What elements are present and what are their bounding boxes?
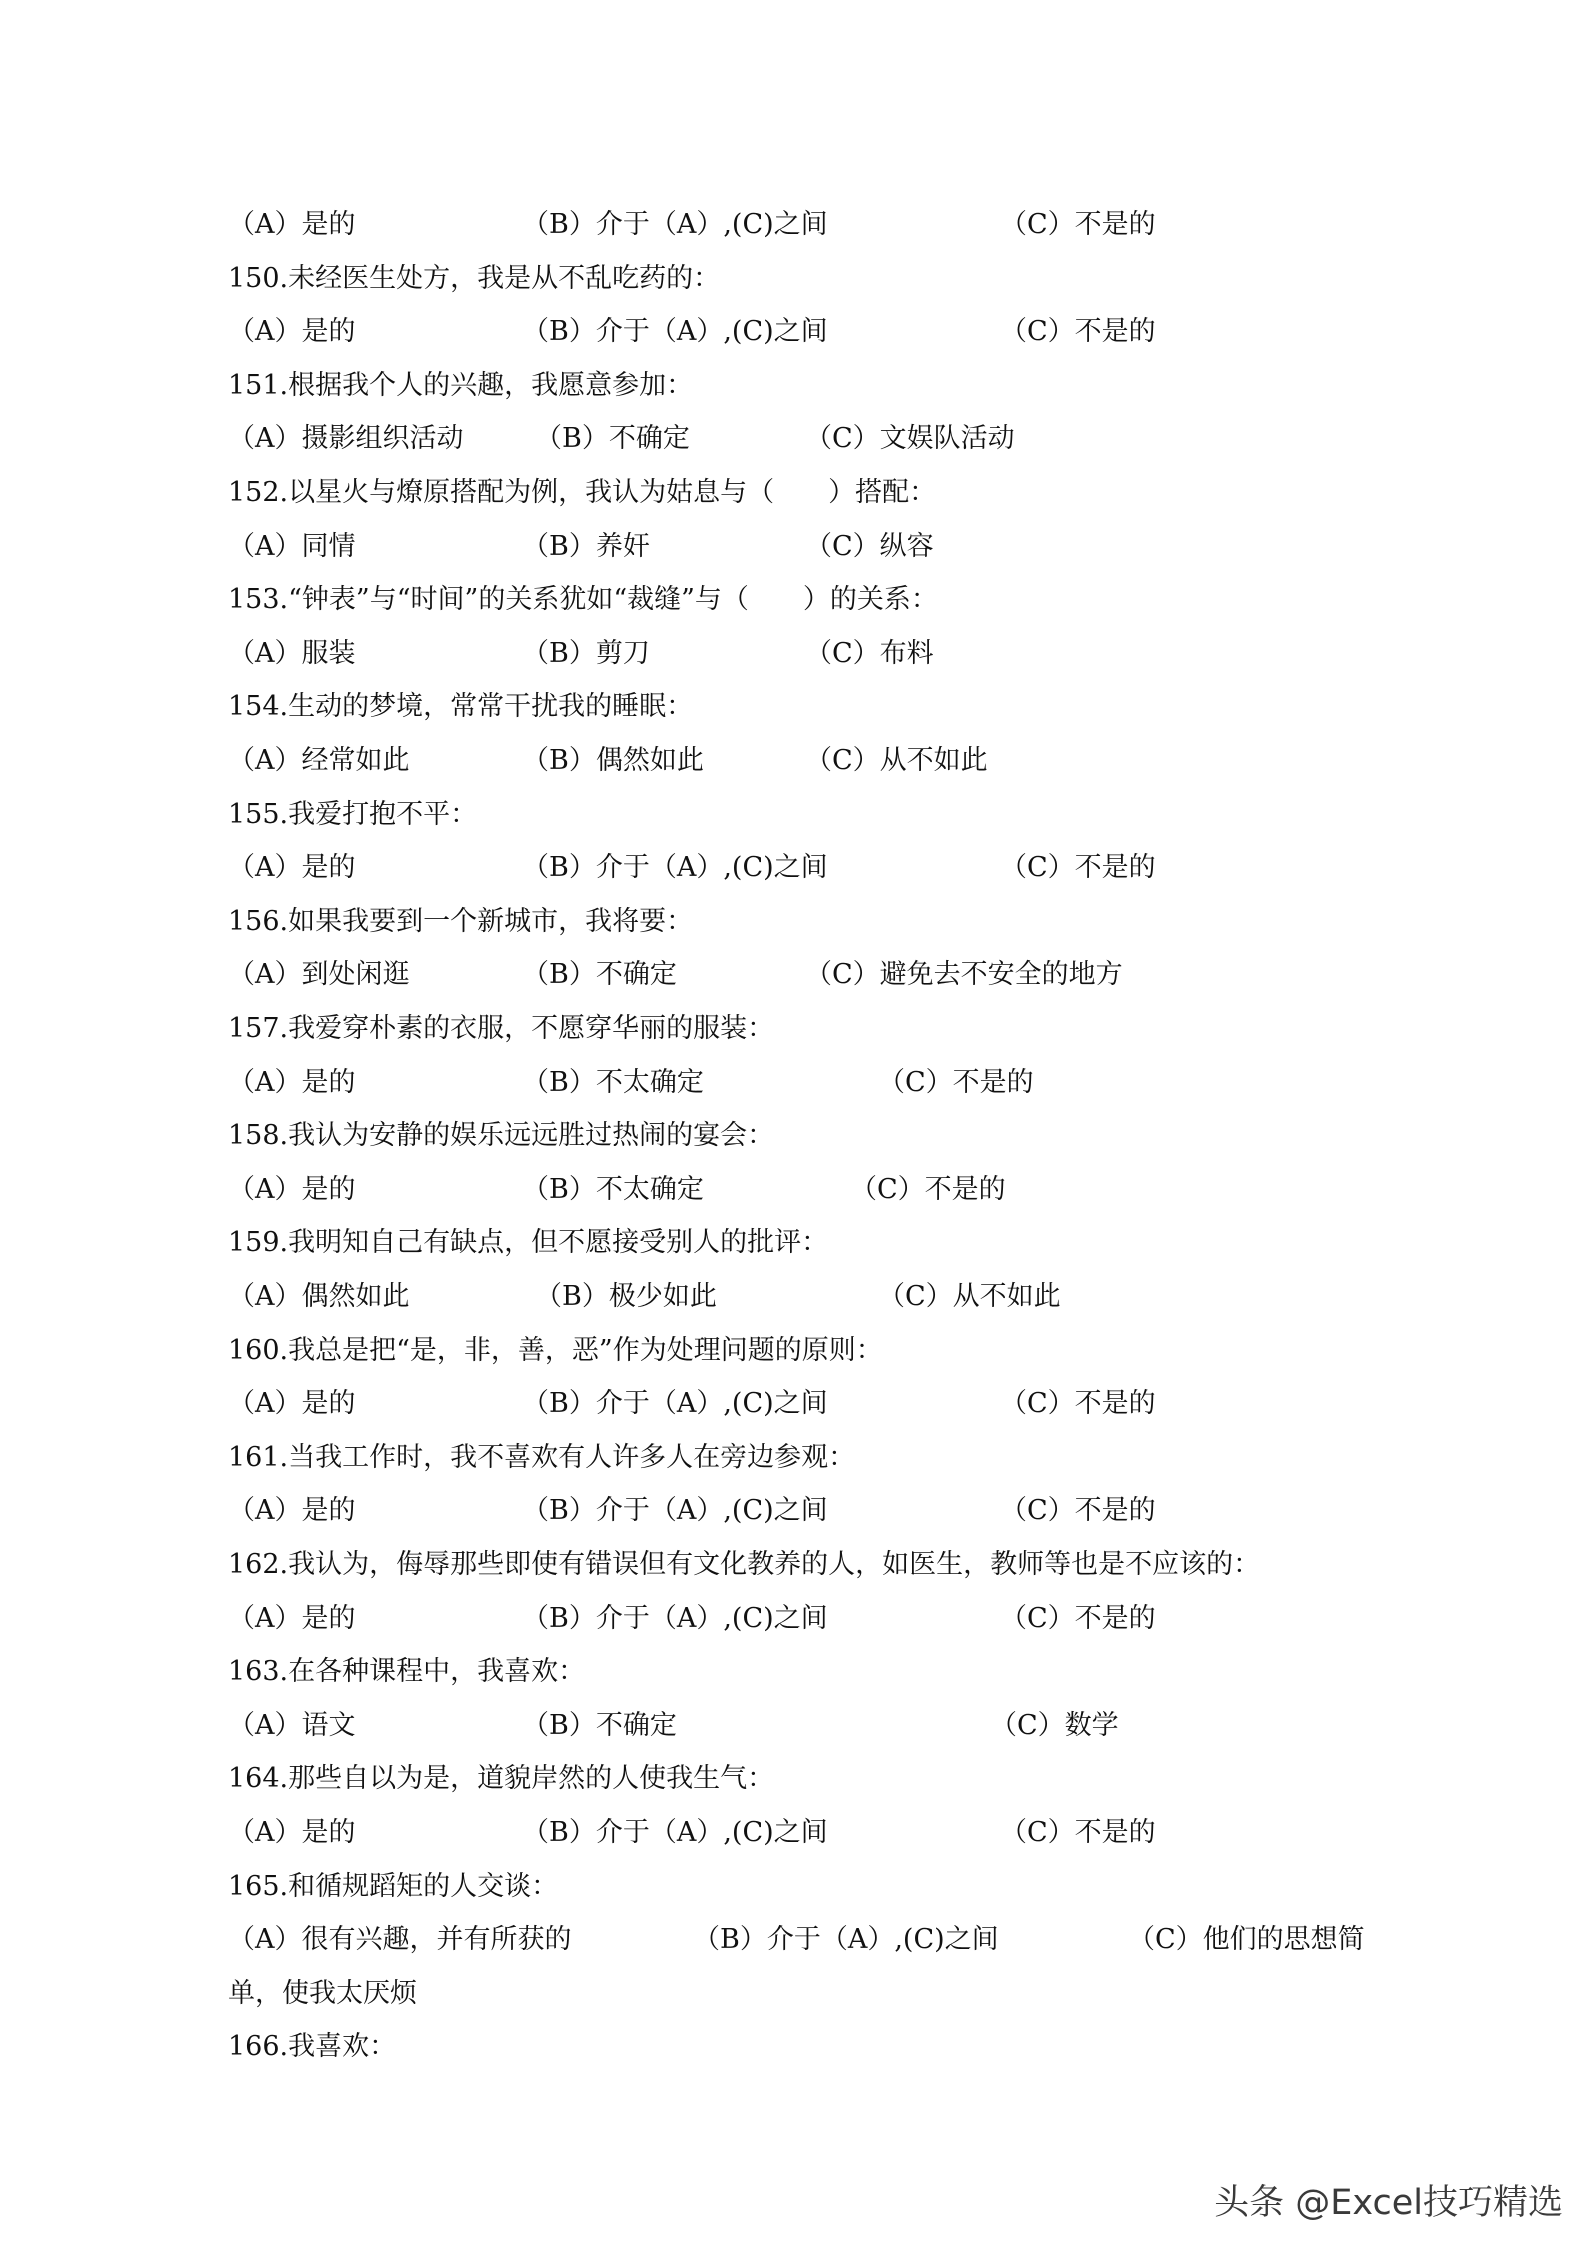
question-line [0, 366, 1587, 406]
answer-option-b: （B）介于（A）,(C)之间 [522, 1817, 828, 1848]
answer-option-a: （A）摄影组织活动 [228, 423, 464, 454]
answer-option-a: （A）是的 [228, 1174, 356, 1205]
answer-option-c: （C）布料 [805, 638, 934, 669]
answer-option-b: （B）介于（A）,(C)之间 [693, 1924, 999, 1955]
answer-option-a: （A）经常如此 [228, 745, 410, 776]
answer-option-b: （B）介于（A）,(C)之间 [522, 1603, 828, 1634]
question-text: 163.在各种课程中，我喜欢： [228, 1656, 586, 1687]
answer-option-a: （A）偶然如此 [228, 1281, 410, 1312]
question-text: 152.以星火与燎原搭配为例，我认为姑息与（ ）搭配： [228, 477, 937, 508]
options-line [0, 1277, 1587, 1317]
question-line [0, 795, 1587, 835]
question-text: 153.“钟表”与“时间”的关系犹如“裁缝”与（ ）的关系： [228, 584, 938, 615]
answer-option-a: （A）是的 [228, 209, 356, 240]
answer-option-b: （B）不太确定 [522, 1067, 704, 1098]
options-line [0, 1706, 1587, 1746]
answer-option-a: （A）是的 [228, 852, 356, 883]
answer-option-c: （C）不是的 [1000, 1495, 1156, 1526]
question-line [0, 1867, 1587, 1907]
options-line [0, 419, 1587, 459]
answer-option-c: （C）数学 [990, 1710, 1119, 1741]
answer-option-c: （C）不是的 [1000, 852, 1156, 883]
question-line [0, 687, 1587, 727]
answer-option-c: （C）从不如此 [878, 1281, 1061, 1312]
answer-option-b: （B）介于（A）,(C)之间 [522, 1495, 828, 1526]
answer-option-a: （A）很有兴趣，并有所获的 [228, 1924, 572, 1955]
answer-option-b: （B）极少如此 [535, 1281, 717, 1312]
answer-option-a: （A）是的 [228, 1603, 356, 1634]
answer-option-a: （A）语文 [228, 1710, 356, 1741]
options-line [0, 634, 1587, 674]
answer-option-a: （A）到处闲逛 [228, 959, 410, 990]
answer-option-a: （A）是的 [228, 1817, 356, 1848]
question-text: 155.我爱打抱不平： [228, 799, 478, 830]
answer-option-a: （A）是的 [228, 1388, 356, 1419]
question-text: 164.那些自以为是，道貌岸然的人使我生气： [228, 1763, 775, 1794]
question-text: 157.我爱穿朴素的衣服，不愿穿华丽的服装： [228, 1013, 775, 1044]
question-line [0, 2027, 1587, 2067]
options-line [0, 1170, 1587, 1210]
answer-option-b: （B）不确定 [535, 423, 690, 454]
answer-option-b: （B）介于（A）,(C)之间 [522, 316, 828, 347]
watermark: 头条 @Excel技巧精选 [1214, 2183, 1563, 2223]
question-line [0, 1331, 1587, 1371]
answer-option-c: （C）不是的 [1000, 209, 1156, 240]
answer-option-b: （B）介于（A）,(C)之间 [522, 852, 828, 883]
question-text: 154.生动的梦境，常常干扰我的睡眠： [228, 691, 694, 722]
question-text: 166.我喜欢： [228, 2031, 397, 2062]
question-line [0, 1116, 1587, 1156]
question-text: 160.我总是把“是，非，善，恶”作为处理问题的原则： [228, 1335, 883, 1366]
answer-option-b: （B）不确定 [522, 959, 677, 990]
options-line [0, 1920, 1587, 1960]
question-line [0, 473, 1587, 513]
answer-option-c: （C）他们的思想简 [1128, 1924, 1365, 1955]
question-line [0, 1652, 1587, 1692]
answer-option-b: （B）介于（A）,(C)之间 [522, 209, 828, 240]
question-text: 165.和循规蹈矩的人交谈： [228, 1871, 559, 1902]
options-line [0, 312, 1587, 352]
answer-option-c: （C）文娱队活动 [805, 423, 1015, 454]
option-continuation-line [0, 1974, 1587, 2014]
options-line [0, 848, 1587, 888]
question-text: 158.我认为安静的娱乐远远胜过热闹的宴会： [228, 1120, 775, 1151]
question-line [0, 259, 1587, 299]
question-text: 156.如果我要到一个新城市，我将要： [228, 906, 694, 937]
options-line [0, 527, 1587, 567]
question-line [0, 1009, 1587, 1049]
question-line [0, 902, 1587, 942]
answer-option-b: （B）养奸 [522, 531, 650, 562]
answer-option-b: （B）不太确定 [522, 1174, 704, 1205]
question-line [0, 1759, 1587, 1799]
question-text: 162.我认为，侮辱那些即使有错误但有文化教养的人，如医生，教师等也是不应该的： [228, 1549, 1261, 1580]
option-continuation-text: 单，使我太厌烦 [228, 1978, 417, 2009]
options-line [0, 741, 1587, 781]
answer-option-c: （C）不是的 [850, 1174, 1006, 1205]
answer-option-c: （C）不是的 [1000, 1603, 1156, 1634]
question-text: 150.未经医生处方，我是从不乱吃药的： [228, 263, 721, 294]
options-line [0, 1384, 1587, 1424]
question-line [0, 1438, 1587, 1478]
question-line [0, 580, 1587, 620]
answer-option-c: （C）避免去不安全的地方 [805, 959, 1123, 990]
options-line [0, 1813, 1587, 1853]
options-line [0, 955, 1587, 995]
answer-option-c: （C）不是的 [1000, 1817, 1156, 1848]
answer-option-b: （B）介于（A）,(C)之间 [522, 1388, 828, 1419]
answer-option-b: （B）不确定 [522, 1710, 677, 1741]
answer-option-a: （A）同情 [228, 531, 356, 562]
answer-option-c: （C）从不如此 [805, 745, 988, 776]
answer-option-a: （A）是的 [228, 1067, 356, 1098]
answer-option-a: （A）是的 [228, 1495, 356, 1526]
question-text: 151.根据我个人的兴趣，我愿意参加： [228, 370, 694, 401]
options-line [0, 1491, 1587, 1531]
question-text: 161.当我工作时，我不喜欢有人许多人在旁边参观： [228, 1442, 856, 1473]
answer-option-c: （C）不是的 [1000, 1388, 1156, 1419]
answer-option-c: （C）不是的 [1000, 316, 1156, 347]
options-line [0, 205, 1587, 245]
answer-option-a: （A）是的 [228, 316, 356, 347]
options-line [0, 1063, 1587, 1103]
answer-option-c: （C）不是的 [878, 1067, 1034, 1098]
options-line [0, 1599, 1587, 1639]
answer-option-c: （C）纵容 [805, 531, 934, 562]
answer-option-b: （B）偶然如此 [522, 745, 704, 776]
question-text: 159.我明知自己有缺点，但不愿接受别人的批评： [228, 1227, 829, 1258]
answer-option-b: （B）剪刀 [522, 638, 650, 669]
answer-option-a: （A）服装 [228, 638, 356, 669]
question-line [0, 1545, 1587, 1585]
question-line [0, 1223, 1587, 1263]
